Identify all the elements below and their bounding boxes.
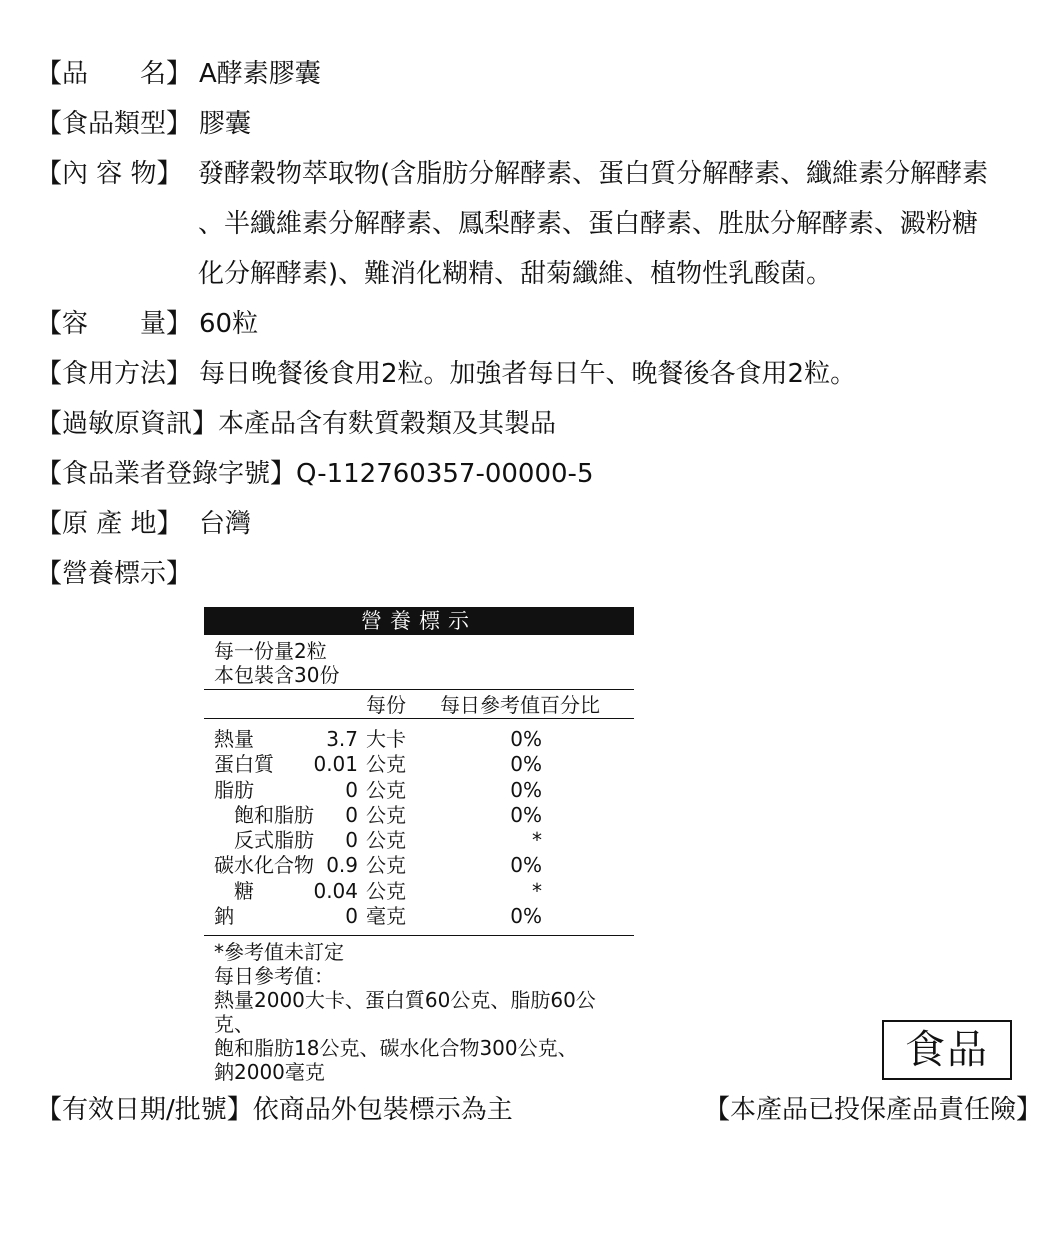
nutrient-unit: 公克 [366,853,406,878]
nutrient-amount: 3.7 [326,727,358,751]
daily-reference-line-2: 飽和脂肪18公克、碳水化合物300公克、 [214,1036,578,1061]
insurance-note: 【本產品已投保產品責任險】 [703,1095,1042,1125]
nutrient-pct: 0% [510,904,542,929]
food-type-value: 膠囊 [199,109,252,139]
nutrition-table-title: 營養標示 [204,607,634,635]
nutrient-amount: 0 [345,828,358,853]
nutrient-name: 飽和脂肪 [234,802,314,827]
nutrient-name: 糖 [234,878,254,903]
food-stamp: 食品 [882,1020,1012,1080]
expiry-value: 依商品外包裝標示為主 [252,1095,513,1125]
ingredients-row [36,158,199,190]
volume-row [36,308,258,340]
serving-size: 每一份量2粒 [214,639,327,663]
nutrient-amount: 0.01 [313,752,358,777]
nutrient-amount: 0.04 [313,878,358,903]
origin-row [36,508,251,540]
servings-per-package: 本包裝含30份 [214,663,340,687]
reference-footnote: *參考值未訂定 [214,940,344,965]
nutrient-unit: 公克 [366,752,406,777]
nutrient-name: 反式脂肪 [234,828,314,853]
nutrient-amount: 0 [345,802,358,827]
nutrition-row [204,778,634,803]
nutrient-name: 熱量 [214,727,254,751]
nutrient-unit: 公克 [366,828,406,853]
nutrition-footnotes [204,936,634,1084]
nutrient-pct: 0% [510,752,542,777]
nutrition-row [204,828,634,853]
usage-label: 【食用方法】 [36,359,193,389]
nutrient-unit: 毫克 [366,904,406,929]
usage-row [36,358,856,390]
nutrient-unit: 公克 [366,878,406,903]
allergen-label: 【過敏原資訊】 [36,409,219,439]
nutrition-row [204,727,634,752]
allergen-value: 本產品含有麩質穀類及其製品 [218,409,557,439]
daily-reference-line-1: 熱量2000大卡、蛋白質60公克、脂肪60公克、 [214,988,596,1037]
nutrition-row [204,853,634,878]
nutrient-pct: * [532,878,542,903]
nutrient-amount: 0 [345,904,358,929]
nutrition-row [204,879,634,904]
product-name-value: A酵素膠囊 [199,59,321,89]
nutrient-pct: * [532,828,542,853]
nutrient-unit: 大卡 [366,727,406,751]
food-type-label: 【食品類型】 [36,109,193,139]
nutrient-name: 脂肪 [214,777,254,802]
product-name-row [36,58,321,90]
registration-row [36,458,593,490]
registration-value: Q-112760357-00000-5 [296,459,594,489]
col-daily-pct: 每日參考值百分比 [440,693,600,717]
ingredients-line-2: 、半纖維素分解酵素、鳳梨酵素、蛋白酵素、胜肽分解酵素、澱粉糖 [198,209,979,239]
nutrition-column-header [204,690,634,719]
expiry-label: 【有效日期/批號】 [36,1095,253,1125]
volume-label: 【容 量】 [36,309,193,339]
ingredients-line-1: 發酵穀物萃取物(含脂肪分解酵素、蛋白質分解酵素、纖維素分解酵素 [198,159,989,189]
registration-label: 【食品業者登錄字號】 [36,459,297,489]
nutrition-heading [36,558,192,590]
ingredients-line-3: 化分解酵素)、難消化糊精、甜菊纖維、植物性乳酸菌。 [198,259,833,289]
nutrient-amount: 0 [345,777,358,802]
nutrition-rows [204,719,634,936]
nutrient-unit: 公克 [366,802,406,827]
nutrient-unit: 公克 [366,777,406,802]
allergen-row [36,408,556,440]
origin-value: 台灣 [199,509,252,539]
serving-info [204,635,634,690]
col-per-serving: 每份 [366,693,406,717]
nutrition-row [204,803,634,828]
nutrition-row [204,752,634,777]
nutrient-pct: 0% [510,802,542,827]
food-type-row [36,108,251,140]
nutrient-name: 蛋白質 [214,752,274,777]
nutrient-pct: 0% [510,727,542,751]
nutrition-table [204,607,634,1084]
product-name-label: 【品 名】 [36,59,193,89]
nutrient-name: 碳水化合物 [214,853,314,878]
daily-reference-title: 每日參考值： [214,964,334,989]
volume-value: 60粒 [199,309,259,339]
nutrition-heading-label: 【營養標示】 [36,559,193,589]
nutrient-pct: 0% [510,853,542,878]
nutrient-pct: 0% [510,777,542,802]
daily-reference-line-3: 鈉2000毫克 [214,1060,325,1085]
nutrient-amount: 0.9 [326,853,358,878]
ingredients-label: 【內 容 物】 [36,159,183,189]
usage-value: 每日晚餐後食用2粒。加強者每日午、晚餐後各食用2粒。 [199,359,857,389]
nutrition-row [204,904,634,929]
origin-label: 【原 產 地】 [36,509,183,539]
expiry-row [36,1094,513,1126]
nutrient-name: 鈉 [214,904,234,929]
